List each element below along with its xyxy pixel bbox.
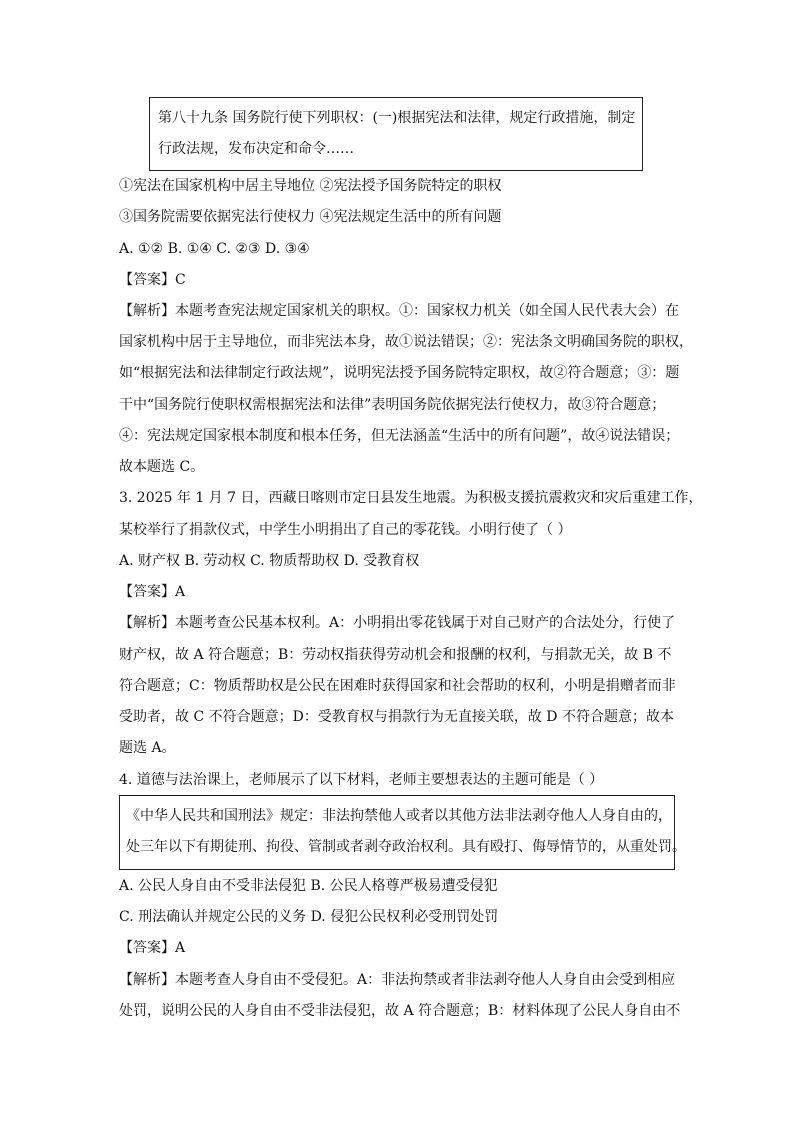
quote-line: 第八十九条 国务院行使下列职权：(一)根据宪法和法律，规定行政措施，制定 [158, 110, 636, 126]
quote-line: 处三年以下有期徒刑、拘役、管制或者剥夺政治权利。具有殴打、侮辱情节的，从重处罚。 [126, 839, 686, 855]
analysis-line: 受助者，故 C 不符合题意；D：受教育权与捐款行为无直接关联，故 D 不符合题意；故本 [119, 709, 674, 725]
analysis-line: 干中“国务院行使职权需根据宪法和法律”表明国务院依据宪法行使权力，故③符合题意； [119, 397, 666, 413]
analysis-line: 【解析】本题考查宪法规定国家机关的职权。①：国家权力机关（如全国人民代表大会）在 [119, 303, 679, 319]
choice-line: A. 公民人身自由不受非法侵犯 B. 公民人格尊严极易遭受侵犯 [119, 878, 498, 894]
choice-line: A. ①② B. ①④ C. ②③ D. ③④ [119, 241, 310, 257]
analysis-line: 题选 A。 [119, 740, 176, 756]
quote-box-constitution [149, 97, 643, 171]
analysis-line: 处罚，说明公民的人身自由不受非法侵犯，故 A 符合题意；B：材料体现了公民人身自由不 [119, 1003, 681, 1019]
option-line: ③国务院需要依据宪法行使权力 ④宪法规定生活中的所有问题 [119, 209, 502, 225]
answer-label: 【答案】A [119, 584, 186, 600]
quote-line: 《中华人民共和国刑法》规定：非法拘禁他人或者以其他方法非法剥夺他人人身自由的， [126, 808, 672, 824]
quote-box-criminal-law [119, 795, 686, 870]
analysis-line: 符合题意；C：物质帮助权是公民在困难时获得国家和社会帮助的权利，小明是捐赠者而非 [119, 678, 676, 694]
answer-label: 【答案】A [119, 940, 186, 956]
analysis-line: 【解析】本题考查公民基本权利。A：小明捐出零花钱属于对自己财产的合法处分，行使了 [119, 615, 676, 631]
analysis-line: 国家机构中居于主导地位，而非宪法本身，故①说法错误；②：宪法条文明确国务院的职权， [119, 334, 693, 350]
question-stem: 3. 2025 年 1 月 7 日，西藏日喀则市定日县发生地震。为积极支援抗震救灾和灾后重建工作， [119, 490, 703, 506]
analysis-line: 故本题选 C。 [119, 459, 205, 475]
option-line: ①宪法在国家机构中居主导地位 ②宪法授予国务院特定的职权 [119, 178, 502, 194]
analysis-line: ④：宪法规定国家根本制度和根本任务，但无法涵盖“生活中的所有问题”，故④说法错误； [119, 428, 680, 444]
question-stem: 某校举行了捐款仪式，中学生小明捐出了自己的零花钱。小明行使了（ ） [119, 522, 572, 538]
question-stem: 4. 道德与法治课上，老师展示了以下材料，老师主要想表达的主题可能是（ ） [119, 772, 604, 788]
analysis-line: 财产权，故 A 符合题意；B：劳动权指获得劳动机会和报酬的权利，与捐款无关，故 B 不 [119, 647, 672, 663]
analysis-line: 【解析】本题考查人身自由不受侵犯。A：非法拘禁或者非法剥夺他人人身自由会受到相应 [119, 972, 676, 988]
answer-label: 【答案】C [119, 272, 186, 288]
analysis-line: 如“根据宪法和法律制定行政法规”，说明宪法授予国务院特定职权，故②符合题意；③：题 [119, 365, 680, 381]
choice-line: A. 财产权 B. 劳动权 C. 物质帮助权 D. 受教育权 [119, 553, 420, 569]
choice-line: C. 刑法确认并规定公民的义务 D. 侵犯公民权利必受刑罚处罚 [119, 909, 499, 925]
quote-line: 行政法规，发布决定和命令…… [158, 141, 354, 157]
